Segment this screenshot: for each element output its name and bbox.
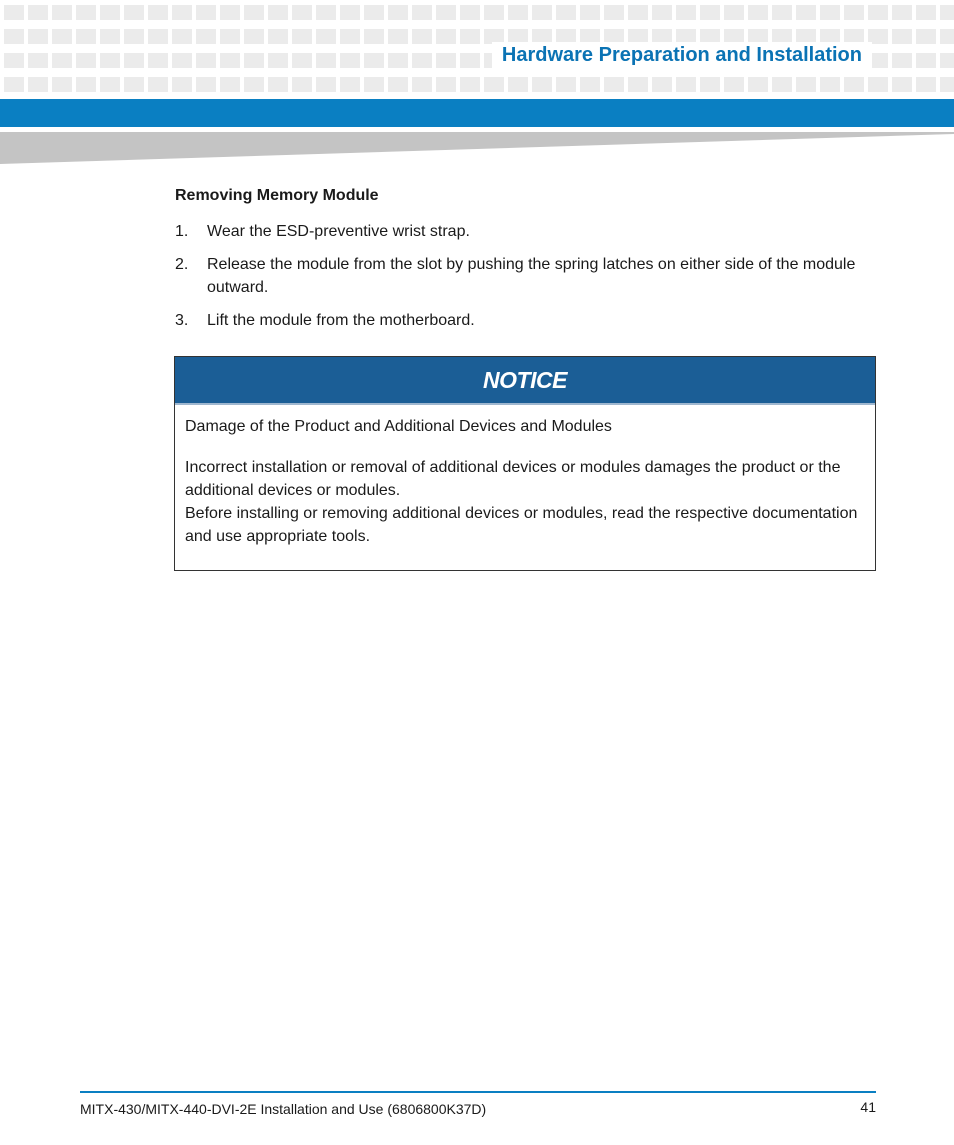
notice-header [175, 357, 875, 405]
main-content [175, 186, 875, 342]
list-item [175, 220, 875, 243]
footer-rule [80, 1091, 876, 1093]
notice-body [175, 405, 875, 548]
step-text: Release the module from the slot by pushing the spring latches on either side of the module outward. [207, 256, 856, 296]
step-number: 3. [175, 312, 189, 329]
steps-list [175, 220, 875, 332]
section-heading: Removing Memory Module [175, 187, 379, 204]
list-item [175, 309, 875, 332]
header-band [0, 99, 954, 127]
notice-label: NOTICE [483, 366, 567, 393]
notice-title: Damage of the Product and Additional Devices and Modules [185, 418, 612, 435]
wedge-shape [0, 132, 954, 164]
notice-box [174, 356, 876, 571]
step-number: 1. [175, 223, 189, 240]
header-wedge [0, 128, 954, 164]
step-number: 2. [175, 256, 189, 273]
step-text: Wear the ESD-preventive wrist strap. [207, 223, 470, 240]
page-number: 41 [860, 1099, 876, 1115]
chapter-title: Hardware Preparation and Installation [492, 42, 872, 68]
footer-doc-title: MITX-430/MITX-440-DVI-2E Installation and Use (6806800K37D) [80, 1101, 487, 1117]
step-text: Lift the module from the motherboard. [207, 312, 475, 329]
notice-text: Incorrect installation or removal of additional devices or modules damages the product or the additional devices or modules. [185, 459, 841, 499]
list-item [175, 253, 875, 299]
notice-text: Before installing or removing additional devices or modules, read the respective documentation and use appropriate tools. [185, 505, 858, 545]
